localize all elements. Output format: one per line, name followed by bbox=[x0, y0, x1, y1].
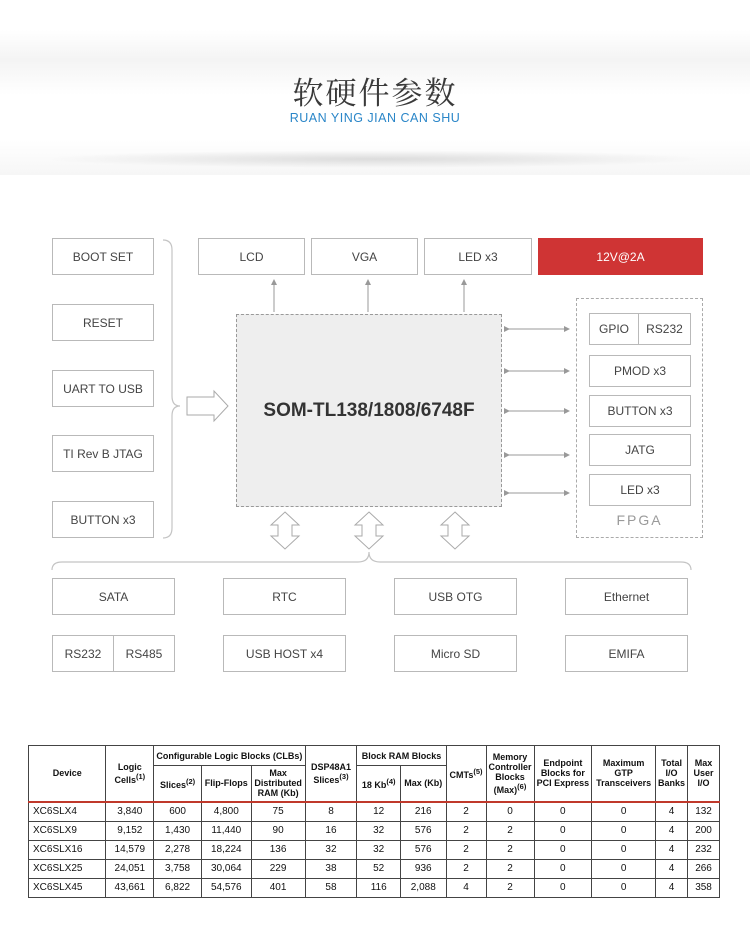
th-slices: Slices$^{(2)}$ bbox=[154, 766, 202, 802]
table-cell: 52 bbox=[357, 859, 401, 878]
box-uart-to-usb: UART TO USB bbox=[52, 370, 154, 407]
box-fpga-led: LED x3 bbox=[589, 474, 691, 506]
table-cell: 3,758 bbox=[154, 859, 202, 878]
table-cell: 229 bbox=[251, 859, 305, 878]
page-subtitle: RUAN YING JIAN CAN SHU bbox=[289, 111, 461, 125]
th-flipflops: Flip-Flops bbox=[201, 766, 251, 802]
table-cell: 11,440 bbox=[201, 821, 251, 840]
fpga-label: FPGA bbox=[616, 512, 663, 528]
table-cell: 4 bbox=[656, 878, 688, 897]
table-cell: 3,840 bbox=[106, 802, 154, 822]
table-cell: 2 bbox=[486, 878, 534, 897]
table-cell: 401 bbox=[251, 878, 305, 897]
table-cell: 0 bbox=[592, 859, 656, 878]
table-cell: 0 bbox=[592, 821, 656, 840]
th-max-dist-ram: Max Distributed RAM (Kb) bbox=[251, 766, 305, 802]
table-cell: 16 bbox=[305, 821, 357, 840]
table-cell: 358 bbox=[688, 878, 720, 897]
box-power-12v: 12V@2A bbox=[538, 238, 703, 275]
table-cell: 2 bbox=[486, 821, 534, 840]
hollow-arrow-left bbox=[187, 391, 228, 421]
box-vga: VGA bbox=[311, 238, 418, 275]
table-cell: 2 bbox=[486, 840, 534, 859]
table-cell: 54,576 bbox=[201, 878, 251, 897]
box-fpga-rs232: RS232 bbox=[638, 313, 691, 345]
table-cell-device: XC6SLX45 bbox=[29, 878, 106, 897]
th-max-io: Max User I/O bbox=[688, 746, 720, 802]
table-cell: 4 bbox=[656, 859, 688, 878]
box-rs232: RS232 bbox=[52, 635, 114, 672]
box-micro-sd: Micro SD bbox=[394, 635, 517, 672]
table-cell: 43,661 bbox=[106, 878, 154, 897]
box-rs485: RS485 bbox=[113, 635, 175, 672]
table-cell: 4,800 bbox=[201, 802, 251, 822]
table-cell: 58 bbox=[305, 878, 357, 897]
box-boot-set: BOOT SET bbox=[52, 238, 154, 275]
spec-table bbox=[28, 745, 720, 898]
table-cell: 2 bbox=[446, 821, 486, 840]
table-cell: 90 bbox=[251, 821, 305, 840]
table-row bbox=[29, 859, 720, 878]
table-cell-device: XC6SLX25 bbox=[29, 859, 106, 878]
box-emifa: EMIFA bbox=[565, 635, 688, 672]
box-fpga-jatg: JATG bbox=[589, 434, 691, 466]
table-cell: 200 bbox=[688, 821, 720, 840]
th-device: Device bbox=[29, 746, 106, 802]
table-cell: 4 bbox=[656, 840, 688, 859]
table-cell: 0 bbox=[592, 840, 656, 859]
table-cell: 936 bbox=[400, 859, 446, 878]
table-cell: 8 bbox=[305, 802, 357, 822]
table-cell: 2 bbox=[446, 840, 486, 859]
left-bracket bbox=[163, 240, 180, 538]
table-cell: 266 bbox=[688, 859, 720, 878]
table-cell: 2,088 bbox=[400, 878, 446, 897]
box-rtc: RTC bbox=[223, 578, 346, 615]
table-cell: 38 bbox=[305, 859, 357, 878]
table-cell-device: XC6SLX16 bbox=[29, 840, 106, 859]
th-pcie: Endpoint Blocks for PCI Express bbox=[534, 746, 592, 802]
table-cell: 2 bbox=[446, 802, 486, 822]
table-cell: 4 bbox=[656, 802, 688, 822]
table-cell: 116 bbox=[357, 878, 401, 897]
box-usb-otg: USB OTG bbox=[394, 578, 517, 615]
box-ethernet: Ethernet bbox=[565, 578, 688, 615]
bottom-brace bbox=[52, 552, 691, 570]
th-cmts: CMTs$^{(5)}$ bbox=[446, 746, 486, 802]
table-cell: 0 bbox=[534, 802, 592, 822]
table-cell: 18,224 bbox=[201, 840, 251, 859]
table-cell: 0 bbox=[486, 802, 534, 822]
th-bram: Block RAM Blocks bbox=[357, 746, 446, 766]
table-cell: 12 bbox=[357, 802, 401, 822]
th-logic-cells: Logic Cells$^{(1)}$ bbox=[106, 746, 154, 802]
table-cell: 0 bbox=[592, 878, 656, 897]
box-jtag: TI Rev B JTAG bbox=[52, 435, 154, 472]
table-cell-device: XC6SLX9 bbox=[29, 821, 106, 840]
box-led-x3: LED x3 bbox=[424, 238, 532, 275]
box-fpga-button: BUTTON x3 bbox=[589, 395, 691, 427]
som-core-box: SOM-TL138/1808/6748F bbox=[236, 314, 502, 507]
th-18kb: 18 Kb$^{(4)}$ bbox=[357, 766, 401, 802]
table-row bbox=[29, 840, 720, 859]
table-cell: 4 bbox=[656, 821, 688, 840]
spec-table-body bbox=[29, 802, 720, 898]
table-row bbox=[29, 878, 720, 897]
table-cell: 0 bbox=[534, 840, 592, 859]
th-mem-ctrl: Memory Controller Blocks (Max)$^{(6)}$ bbox=[486, 746, 534, 802]
table-cell: 232 bbox=[688, 840, 720, 859]
fpga-arrows bbox=[509, 329, 569, 493]
table-cell-device: XC6SLX4 bbox=[29, 802, 106, 822]
table-cell: 14,579 bbox=[106, 840, 154, 859]
box-lcd: LCD bbox=[198, 238, 305, 275]
table-cell: 9,152 bbox=[106, 821, 154, 840]
table-cell: 2,278 bbox=[154, 840, 202, 859]
table-cell: 32 bbox=[357, 821, 401, 840]
table-row bbox=[29, 802, 720, 822]
th-io-banks: Total I/O Banks bbox=[656, 746, 688, 802]
th-dsp: DSP48A1 Slices$^{(3)}$ bbox=[305, 746, 357, 802]
box-usb-host: USB HOST x4 bbox=[223, 635, 346, 672]
table-row bbox=[29, 821, 720, 840]
table-cell: 1,430 bbox=[154, 821, 202, 840]
table-cell: 75 bbox=[251, 802, 305, 822]
spec-table-wrap bbox=[28, 745, 720, 898]
box-sata: SATA bbox=[52, 578, 175, 615]
box-reset: RESET bbox=[52, 304, 154, 341]
table-cell: 600 bbox=[154, 802, 202, 822]
box-button-x3: BUTTON x3 bbox=[52, 501, 154, 538]
table-cell: 216 bbox=[400, 802, 446, 822]
th-max-kb: Max (Kb) bbox=[400, 766, 446, 802]
page-title: 软硬件参数 bbox=[292, 76, 458, 112]
th-clb: Configurable Logic Blocks (CLBs) bbox=[154, 746, 305, 766]
th-gtp: Maximum GTP Transceivers bbox=[592, 746, 656, 802]
table-cell: 30,064 bbox=[201, 859, 251, 878]
table-cell: 576 bbox=[400, 821, 446, 840]
table-cell: 4 bbox=[446, 878, 486, 897]
box-fpga-pmod: PMOD x3 bbox=[589, 355, 691, 387]
table-cell: 6,822 bbox=[154, 878, 202, 897]
table-cell: 132 bbox=[688, 802, 720, 822]
table-cell: 136 bbox=[251, 840, 305, 859]
table-cell: 0 bbox=[534, 878, 592, 897]
hollow-vertical-arrows bbox=[271, 512, 469, 549]
box-fpga-gpio: GPIO bbox=[589, 313, 639, 345]
table-cell: 32 bbox=[357, 840, 401, 859]
table-cell: 24,051 bbox=[106, 859, 154, 878]
table-cell: 576 bbox=[400, 840, 446, 859]
table-cell: 0 bbox=[534, 821, 592, 840]
table-cell: 32 bbox=[305, 840, 357, 859]
table-cell: 0 bbox=[534, 859, 592, 878]
table-cell: 0 bbox=[592, 802, 656, 822]
table-cell: 2 bbox=[486, 859, 534, 878]
table-cell: 2 bbox=[446, 859, 486, 878]
